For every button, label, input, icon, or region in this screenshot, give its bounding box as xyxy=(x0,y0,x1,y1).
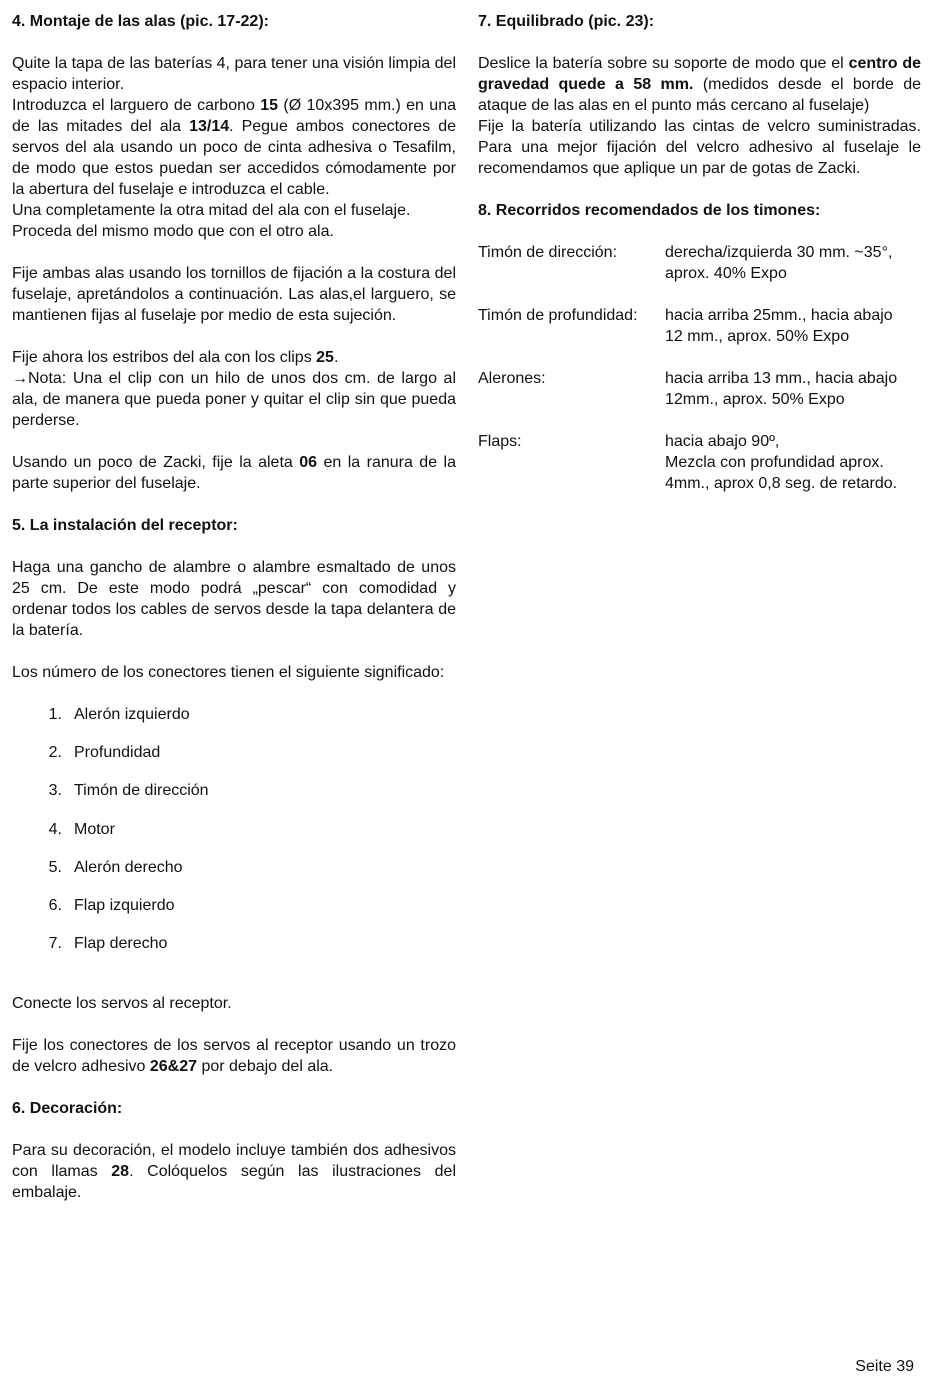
section-control-throws xyxy=(478,200,921,494)
list-label: Profundidad xyxy=(74,744,161,762)
bold-text: 06 xyxy=(299,454,318,471)
paragraph xyxy=(12,452,456,494)
bold-text: 15 xyxy=(260,97,279,114)
paragraph xyxy=(12,1035,456,1077)
section-receiver-installation xyxy=(12,515,456,1077)
text-run: (medidos desde el borde de ataque de las alas en el punto más cercano al fuselaje) xyxy=(478,76,922,114)
value-line: 12 mm., aprox. 50% Expo xyxy=(665,328,850,345)
list-item xyxy=(12,933,456,971)
list-number: 6. xyxy=(48,896,62,914)
value-line: derecha/izquierda 30 mm. ~35°, xyxy=(665,244,893,261)
control-surface-label: Alerones: xyxy=(478,370,546,387)
text-run: . xyxy=(333,349,339,366)
control-surface-label: Timón de dirección: xyxy=(478,244,618,261)
paragraph xyxy=(478,53,921,179)
paragraph: Haga una gancho de alambre o alambre esmaltado de unos 25 cm. De este modo podrá „pescar“ con comodidad y ordenar todos los cables de servos desde la tapa delantera de la batería. xyxy=(12,559,456,639)
text-run: Fije la batería utilizando las cintas de velcro suministradas. Para una mejor fijación del velcro adhesivo al fuselaje le recomendamos que aplique un par de gotas de Zacki. xyxy=(478,118,921,177)
section-heading: 8. Recorridos recomendados de los timones: xyxy=(478,202,821,219)
control-throw-value xyxy=(665,305,921,347)
control-surface-label: Timón de profundidad: xyxy=(478,307,638,324)
list-number: 3. xyxy=(48,782,62,800)
list-label: Alerón izquierdo xyxy=(74,706,190,723)
list-label: Alerón derecho xyxy=(74,858,183,876)
control-throw-value xyxy=(665,431,921,494)
list-item xyxy=(12,704,456,742)
text-run: →Nota: Una el clip con un hilo de unos dos cm. de largo al ala, de manera que pueda poner y quitar el clip sin que pueda perderse. xyxy=(12,370,456,429)
value-line: hacia abajo 90º, xyxy=(665,433,780,450)
list-item xyxy=(12,895,456,933)
list-item xyxy=(12,742,456,780)
paragraph xyxy=(12,1140,456,1203)
text-run: Quite la tapa de las baterías 4, para tener una visión limpia del espacio interior. xyxy=(12,55,456,93)
bold-text: 13/14 xyxy=(189,118,230,135)
section-heading: 5. La instalación del receptor: xyxy=(12,517,238,534)
value-line: hacia arriba 25mm., hacia abajo xyxy=(665,307,893,324)
list-item xyxy=(12,780,456,818)
section-heading: 6. Decoración: xyxy=(12,1100,123,1118)
section-balancing xyxy=(478,11,921,179)
text-run: Introduzca el larguero de carbono xyxy=(12,97,261,114)
list-number: 7. xyxy=(48,935,62,953)
section-wing-assembly xyxy=(12,11,456,494)
paragraph: Los número de los conectores tienen el siguiente significado: xyxy=(12,664,445,681)
list-number: 4. xyxy=(48,820,62,838)
text-run: Deslice la batería sobre su soporte de modo que el xyxy=(478,55,849,72)
list-number: 1. xyxy=(48,706,62,723)
paragraph: Fije ambas alas usando los tornillos de fijación a la costura del fuselaje, apretándolos a continuación. Las alas,el larguero, se mantienen fijas al fuselaje por medio de esta sujeción. xyxy=(12,265,456,324)
bold-text: 25 xyxy=(316,349,334,366)
text-run: Para su decoración, el modelo incluye también dos adhesivos con llamas xyxy=(12,1142,456,1181)
text-run: Fije ahora los estribos del ala con los clips xyxy=(12,349,317,366)
text-run: Proceda del mismo modo que con el otro ala. xyxy=(12,223,334,240)
list-item xyxy=(12,819,456,857)
section-heading: 4. Montaje de las alas (pic. 17-22): xyxy=(12,13,269,30)
value-line: Mezcla con profundidad aprox. xyxy=(665,454,884,471)
connector-list xyxy=(12,704,456,971)
list-number: 5. xyxy=(48,858,62,876)
value-line: hacia arriba 13 mm., hacia abajo xyxy=(665,370,898,387)
value-line: aprox. 40% Expo xyxy=(665,265,787,282)
list-label: Flap izquierdo xyxy=(74,896,175,914)
page-number: Seite 39 xyxy=(855,1358,914,1375)
bold-text: 28 xyxy=(111,1163,130,1181)
list-label: Timón de dirección xyxy=(74,782,209,800)
list-item xyxy=(12,857,456,895)
bold-text: 26&27 xyxy=(149,1058,198,1076)
section-decoration xyxy=(12,1098,456,1203)
section-heading: 7. Equilibrado (pic. 23): xyxy=(478,13,655,30)
text-run: (Ø 10x395 mm.) en una de las mitades del ala xyxy=(12,97,456,135)
list-number: 2. xyxy=(48,744,62,762)
control-throw-value xyxy=(665,242,921,284)
control-surface-label: Flaps: xyxy=(478,433,522,450)
text-run: Fije los conectores de los servos al receptor usando un trozo de velcro adhesivo xyxy=(12,1037,456,1076)
text-run: Usando un poco de Zacki, fije la aleta xyxy=(12,454,300,471)
paragraph xyxy=(12,53,456,242)
value-line: 12mm., aprox. 50% Expo xyxy=(665,391,845,408)
bold-text: centro de gravedad quede a 58 mm. xyxy=(478,55,922,93)
left-column xyxy=(12,11,456,1203)
list-label: Motor xyxy=(74,820,115,838)
text-run: . Colóquelos según las ilustraciones del embalaje. xyxy=(12,1163,457,1202)
paragraph: Conecte los servos al receptor. xyxy=(12,995,232,1013)
text-run: Una completamente la otra mitad del ala con el fuselaje. xyxy=(12,202,411,219)
paragraph xyxy=(12,347,456,431)
control-throw-value xyxy=(665,368,921,410)
text-run: en la ranura de la parte superior del fuselaje. xyxy=(12,454,456,492)
control-throw-table xyxy=(478,242,921,494)
value-line: 4mm., aprox 0,8 seg. de retardo. xyxy=(665,475,898,492)
right-column xyxy=(478,11,921,494)
text-run: por debajo del ala. xyxy=(197,1058,334,1076)
text-run: . Pegue ambos conectores de servos del ala usando un poco de cinta adhesiva o Tesafilm, de modo que estos puedan ser accedidos cómodamente por la abertura del fuselaje e introduzca el cable. xyxy=(12,118,457,198)
list-label: Flap derecho xyxy=(74,935,168,953)
